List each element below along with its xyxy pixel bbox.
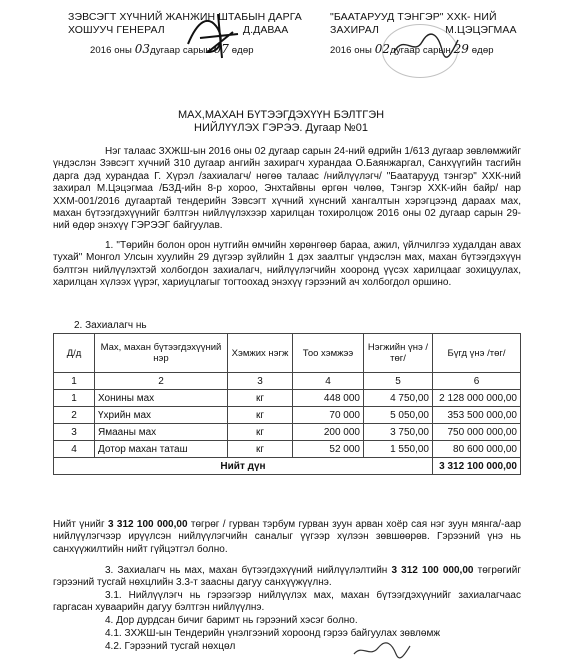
table-cell: кг <box>228 424 293 441</box>
paragraph-4: 4. Дор дурдсан бичиг баримт нь гэрээний хэсэг болно. <box>105 615 358 626</box>
table-total-label: Нийт дүн <box>54 458 433 475</box>
paragraph-4-2: 4.2. Гэрээний тусгай нөхцөл <box>105 641 236 652</box>
paragraph-3: 3. Захиалагч нь мах, махан бүтээгдэхүүний нийлүүлэлтийн 3 312 100 000,00 төгрөгийг гэрээний тусгай нөхцлийн 3.3-т заасны дагуу санхүүжүүлнэ. <box>53 565 521 589</box>
table-cell: 80 600 000,00 <box>433 441 521 458</box>
header-left-name: Д.ДАВАА <box>242 24 289 36</box>
table-cell: 6 <box>433 373 521 390</box>
table-cell: кг <box>228 407 293 424</box>
date-month-handwritten: 03 <box>134 42 151 56</box>
paragraph-intro: Нэг талаас ЗХЖШ-ын 2016 оны 02 дугаар сарын 24-ний өдрийн 1/613 дугаар зөвлөмжийг үндэслэн Зэвсэгт хүчний 310 дугаар ангийн захирагч хурандаа О.Баянжаргал, Санхүүгийн тасгийн дарга дэд хурандаа Г. Хүрэл /захиалагч/ нөгөө талаас /нийлүүлэгч/ "Баатарууд тэнгэр" ХХК-ний захирал М.Цэцэгмаа /БЗД-ийн 8-р хороо, Энхтайвны өргөн чөлөө, Тэнгэр ХХК-ийн байр/ нар ХХМ-001/2016 дугаартай тендерийн Зэвсэгт хүчний хүнсний хангалтын хэрэгцээнд дараах мах, махан бүтээгдэхүүнийг бэлтгэн нийлүүлэхээр харилцан тохиролцож 2016 оны 02 дугаар сарын 29-ний өдөр энэхүү ГЭРЭЭГ байгуулав. <box>53 146 521 232</box>
table-cell: 52 000 <box>293 441 364 458</box>
signature-bottom <box>352 640 412 662</box>
date-month-handwritten: 02 <box>374 42 391 56</box>
header-left-line1: ЗЭВСЭГТ ХҮЧНИЙ ЖАНЖИН ШТАБЫН ДАРГА <box>68 11 302 23</box>
table-header-cell: Хэмжих нэгж <box>228 334 293 373</box>
section-2-heading: 2. Захиалагч нь <box>74 320 147 331</box>
table-header-cell: Д/д <box>54 334 95 373</box>
signature-left <box>178 12 248 60</box>
table-total-value: 3 312 100 000,00 <box>433 458 521 475</box>
table-cell: 4 <box>54 441 95 458</box>
table-cell: 1 550,00 <box>364 441 433 458</box>
table-cell: 448 000 <box>293 390 364 407</box>
header-left-rank: ХОШУУЧ ГЕНЕРАЛ <box>68 24 165 36</box>
table-cell: кг <box>228 441 293 458</box>
table-row <box>54 424 521 441</box>
paragraph-4-1: 4.1. ЗХЖШ-ын Тендерийн үнэлгээний хороонд гэрээ байгуулах зөвлөмж <box>105 628 441 639</box>
table-cell: 70 000 <box>293 407 364 424</box>
table-header-cell: Нэгжийн үнэ /төг/ <box>364 334 433 373</box>
products-table <box>53 333 521 475</box>
table-cell: 5 050,00 <box>364 407 433 424</box>
date-day-handwritten: 29 <box>453 42 470 56</box>
table-row <box>54 390 521 407</box>
date-day-handwritten: 07 <box>213 42 230 56</box>
table-total-row <box>54 458 521 475</box>
table-cell: Ямааны мах <box>95 424 228 441</box>
header-right-title: ЗАХИРАЛ <box>330 24 380 36</box>
table-header-cell: Тоо хэмжээ <box>293 334 364 373</box>
table-row <box>54 441 521 458</box>
table-cell: 3 <box>54 424 95 441</box>
table-cell: Дотор махан таташ <box>95 441 228 458</box>
header-right-line1: "БААТАРУУД ТЭНГЭР" ХХК- НИЙ <box>330 11 497 23</box>
table-cell: Үхрийн мах <box>95 407 228 424</box>
table-cell: 750 000 000,00 <box>433 424 521 441</box>
paragraph-1: 1. "Төрийн болон орон нутгийн өмчийн хөрөнгөөр бараа, ажил, үйлчилгээ худалдан авах тухай" Монгол Улсын хуулийн 29 дүгээр зүйлийн 1 дэх заалтыг үндэслэн мах, махан бүтээгдэхүүн бэлтгэн нийлүүлэхтэй холбогдон захиалагч, нийлүүлэгчийн хооронд үүсэх харилцааг зохицуулах, харилцан хүлээх үүрэг, хариуцлагыг тогтоохад энэхүү гэрээний ач холбогдол оршино. <box>53 240 521 289</box>
contract-title-line2: НИЙЛҮҮЛЭХ ГЭРЭЭ. Дугаар №01 <box>194 122 368 134</box>
table-number-row <box>54 373 521 390</box>
table-cell: 2 <box>95 373 228 390</box>
table-cell: Хонины мах <box>95 390 228 407</box>
table-cell: 1 <box>54 390 95 407</box>
table-header-cell: Мах, махан бүтээгдэхүүний нэр <box>95 334 228 373</box>
total-amount: 3 312 100 000,00 <box>391 565 474 576</box>
table-cell: 2 <box>54 407 95 424</box>
signature-right <box>390 30 460 60</box>
table-row <box>54 407 521 424</box>
total-amount: 3 312 100 000,00 <box>108 519 188 530</box>
table-cell: 2 128 000 000,00 <box>433 390 521 407</box>
table-cell: кг <box>228 390 293 407</box>
header-left-date: 2016 оны 03дугаар сарын 07 өдөр <box>90 42 254 56</box>
header-right-name: М.ЦЭЦЭГМАА <box>445 24 517 36</box>
table-header-cell: Бүгд үнэ /төг/ <box>433 334 521 373</box>
table-cell: 1 <box>54 373 95 390</box>
paragraph-total-price: Нийт үнийг 3 312 100 000,00 төгрөг / гурван тэрбум гурван зуун арван хоёр сая нэг зуун мянга/-аар нийлүүлэгчээр ирүүлсэн нийлүүлэгчийн саналыг үүгээр хүлээн зөвшөөрөв. Гэрээний үнэ нь санхүүжилтийн нийт гүйцэтгэл болно. <box>53 519 522 555</box>
table-cell: 5 <box>364 373 433 390</box>
paragraph-3-1: 3.1. Нийлүүлэгч нь гэрээгээр нийлүүлэх мах, махан бүтээгдэхүүнийг захиалагчаас гаргасан хуваарийн дагуу бэлтгэн нийлүүлнэ. <box>53 590 521 614</box>
table-cell: 3 <box>228 373 293 390</box>
contract-title-line1: МАХ,МАХАН БҮТЭЭГДЭХҮҮН БЭЛТГЭН <box>177 109 385 121</box>
table-cell: 353 500 000,00 <box>433 407 521 424</box>
header-right-date: 2016 оны 02дугаар сарын 29 өдөр <box>330 42 494 56</box>
table-header-row <box>54 334 521 373</box>
table-cell: 3 750,00 <box>364 424 433 441</box>
table-cell: 4 <box>293 373 364 390</box>
table-cell: 200 000 <box>293 424 364 441</box>
table-cell: 4 750,00 <box>364 390 433 407</box>
